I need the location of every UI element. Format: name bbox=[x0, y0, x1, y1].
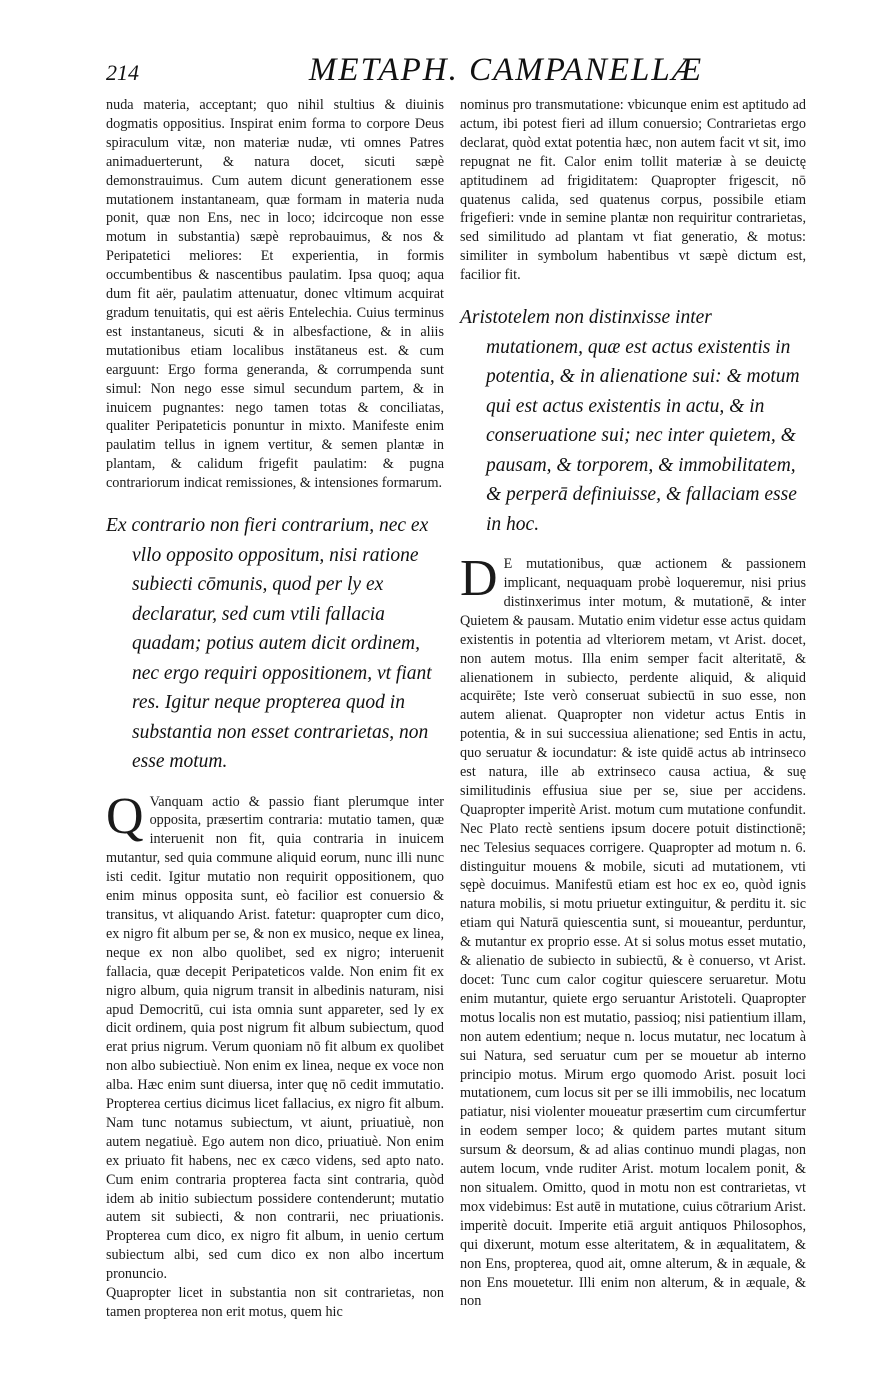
paragraph-text: Vanquam actio & passio fiant plerumque inter opposita, præsertim contraria: mutatio tamen, quæ interuenit non fit, quia contraria in inuicem mutantur, sed quia commune aliquid eorum, nunc illi nunc isti cedit. Igitur mutatio non requirit oppositionem, quo enim minus opposita sunt, eò facilior est conuersio & transitus, vt aliquando Arist. fatetur: quapropter cum dico, ex nigro fit album per se, & non ex musico, neque ex linea, neque ex non albo quolibet, sed ex nigro; interuenit fallacia, quæ decepit Peripateticos valde. Non enim fit ex nigro album, quia nigrum transit in albedinis naturam, nisi apud Democritū, cui ista omnia sunt appareter, sed ly ex dicit ordinem, quia post nigrum fit album subiectum, quod erat prius nigrum. Verum quoniam nō fit album ex quolibet non albo subiectiuè. Non enim ex linea, neque ex voce non alba. Hæc enim sunt diuersa, inter quę nō cedit immutatio. Propterea certius dicimus licet fallacius, ex nigro fit album. Nam tunc notamus subiectum, vt aiunt, priuatiuè, non autem negatiuè. Ego autem non dico, priuatiuè. Non enim ex priuato fit habens, nec ex cæco videns, sed apto nato. Cum enim contraria propterea facta sint contraria, quòd idem ab initio subiectum possidere contenderunt; mutatio autem sit subiecti, & non contrarii, nec priuationis. Propterea cum dico, ex nigro fit album, in uenio certum subiectum albi, sed cum dico ex non albo incertum pronuncio. bbox=[106, 793, 444, 1283]
drop-cap: D bbox=[460, 550, 498, 608]
right-column bbox=[460, 96, 806, 1311]
paragraph bbox=[460, 550, 806, 1311]
running-title: METAPH. CAMPANELLÆ bbox=[308, 52, 704, 88]
paragraph: nominus pro transmutatione: vbicunque enim est aptitudo ad actum, ibi potest fieri ad illum conuersio; Contrarietas ergo declarat, quòd extat potentia hæc, non autem facit vt sit, imo repugnat ne fit. Calor enim tollit materiæ à se deuictę aptitudinem ad frigiditatem: Quapropter frigescit, nō quatenus calida, sed quatenus corpus, possibile etiam frigefieri: vnde in semine plantæ non requiritur contrarietas, sed similitudo ad plantam vt fiat generatio, & motus: similiter in symbolum habentibus vt sæpè dictum est, facilior fit. bbox=[460, 97, 806, 284]
spacer bbox=[106, 493, 444, 503]
page-header bbox=[106, 52, 806, 96]
left-column bbox=[106, 96, 444, 1322]
paragraph: nuda materia, acceptant; quo nihil stultius & diuinis dogmatis oppositius. Inspirat enim forma to corpore Deus spiraculum vitæ, non materiæ nudæ, vti omnes Patres animaduerterunt, & natura docet, sicuti sæpè demonstrauimus. Cum autem dicunt generationem esse mutationem instantaneam, quæ formam in materia nuda ponit, quæ non Ens, nec in loco; idcircoque non esse motum in substantia) sæpè reprobauimus, & nos & Peripatetici meliores: Et experientia, in formis occumbentibus & nascentibus paulatim. Ipsa quoq; aqua dum fit aër, paulatim attenuatur, donec vltimum acquirat gradum tenuitatis, qui est aëris Entelechia. Cuius terminus est instantaneus, sicuti & in albesfactione, & in aliis mutationibus etiam localibus instātaneus est. & cum earguunt: Ergo forma generanda, & corrumpenda sunt simul: Non nego esse simul secundum partem, & in inuicem pugnantes: nego tamen totas & conciliatas, qualiter Peripateticis ponuntur in mixto. Manifeste enim paulatim tellus in ignem vertitur, & semen plantæ in plantam, & calidum frigefit paulatim: & pugna contrariorum indicat remissiones, & intensiones formarum. bbox=[106, 97, 444, 492]
paragraph: Quapropter licet in substantia non sit contrarietas, non tamen propterea non erit motus, quem hic bbox=[106, 1285, 444, 1320]
book-page bbox=[62, 38, 843, 1338]
paragraph-text: E mutationibus, quæ actionem & passionem implicant, nequaquam probè loqueremur, nisi prius distinxerimus inter motum, & mutationē, & inter Quietem & pausam. Mutatio enim videtur esse actus quidam existentis in potentia ad vlteriorem metam, vt Arist. docet, non autem motus. Illa enim semper facit alteritatē, & alienationem in subiecto, perdente aliquid, & aliquid acquirēte; Iste verò conseruat subiectū in suo esse, non autem alienat. Quapropter non videtur actus Entis in potentia, & in sui successiua alienatione; sed Entis in actu, quo seruatur & iocundatur: & iste quidē actus ab intrinseco est natura, ille ab extrinseco causa actiua, & suę similitudinis effusiua siue per se, siue per accidens. Quapropter imperitè Arist. motum cum mutatione confundit. Nec Plato rectè sentiens ipsum docere potuit distinctionē; nec Telesius sequaces corrigere. Quapropter ad motum n. 6. distinguitur mouens & mobile, sicuti ad mutationem, vti sępè docuimus. Manifestū etiam est hoc ex eo, quòd ignis natura mobilis, si motu priuetur extinguitur, & perditu it. sic etiam qui Naturā quiescentia sunt, si moueantur, perduntur, & mutantur ex proprio esse. At si solus motus esset mutatio, & alienatio de subiecto in subiectū, & è conuerso, vt Arist. docet: Tunc cum calor cogitur quiescere seruaretur. Motu enim mutantur, quiete ergo seruantur Aristoteli. Quapropter motus localis non est mutatio, passioq; nisi patientium illam, non autem edentium; neque n. locus mutatur, nec locatum à sui Natura, sed seruatur cum per se mouetur ab interno principio motus. Mirum ergo quomodo Arist. posuit loci mutationem, cum locus sit per se illi immobilis, nec locatum patiatur, nisi violenter moueatur præsertim cum circumfertur in eodem semper loco; & quidem partes mutant situm sursum & deorsum, & ad alias continuo mundi plagas, non autem locum, vnde ruditer Arist. motum localem ponit, & non situalem. Omitto, quod in motu non est contrarietas, vt mox videbimus: Est autē in mutatione, cuius cōtrarium Arist. imperitè docuit. Imperite etiā arguit antiquos Philosophos, qui dixerunt, motum esse alteritatem, & in æqualitatem, & non Ens, propterea, quod ait, omne alterum, & in æquale, & non Ens mouetetur. Illi enim non alterum, & in æquale, & non bbox=[460, 556, 806, 1310]
section-heading: Aristotelem non distinxisse inter mutationem, quæ est actus existentis in potentia, & in alienatione sui: & motum qui est actus existentis in actu, & in conseruatione sui; nec inter quietem, & pausam, & torporem, & immobilitatem, & perperā definiuisse, & fallaciam esse in hoc. bbox=[460, 307, 800, 535]
spacer bbox=[460, 285, 806, 295]
paragraph bbox=[106, 787, 444, 1285]
section-heading: Ex contrario non fieri contrarium, nec ex vllo opposito oppositum, nisi ratione subiecti cōmunis, quod per ly ex declaratur, sed cum vtili fallacia quadam; potius autem dicit ordinem, nec ergo requiri oppositionem, vt fiant res. Igitur neque propterea quod in substantia non esset contrarietas, non esse motum. bbox=[106, 515, 432, 773]
page-number: 214 bbox=[106, 60, 139, 85]
drop-cap: Q bbox=[106, 787, 144, 845]
